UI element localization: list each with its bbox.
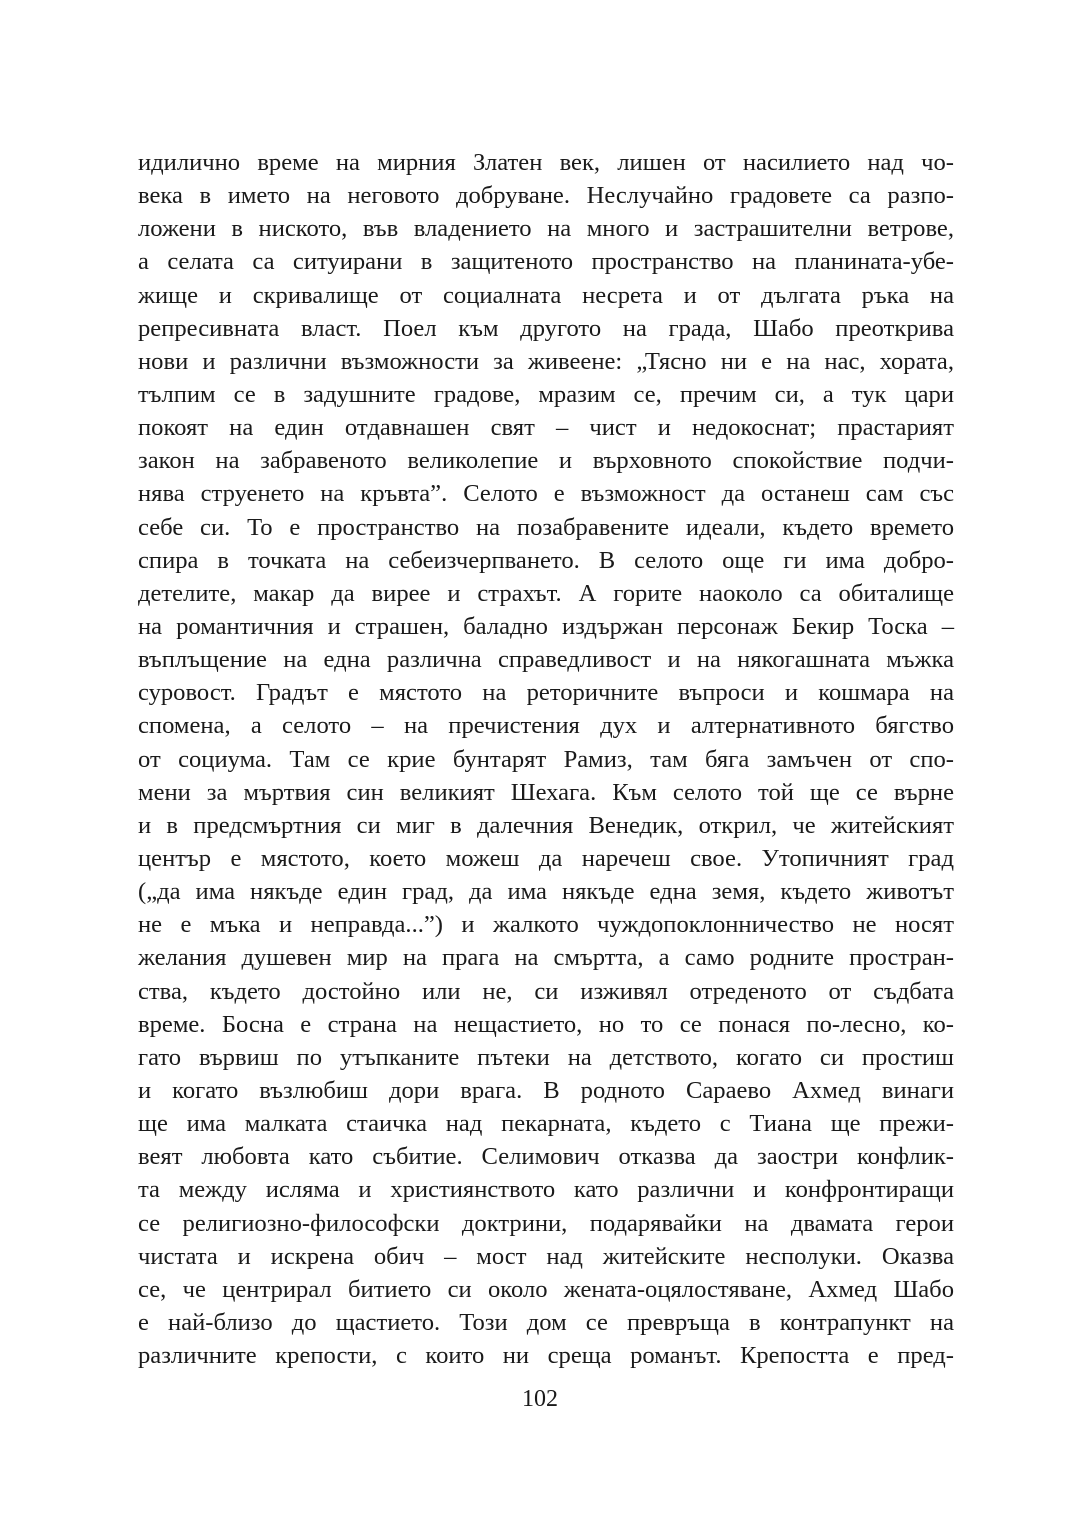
text-line: ще има малката стаичка над пекарната, където с Тиана ще прежи- xyxy=(138,1110,954,1138)
text-line: репресивната власт. Поел към другото на града, Шабо преоткрива xyxy=(138,314,954,342)
text-line: не е мъка и неправда...”) и жалкото чуждопоклонничество не носят xyxy=(138,911,954,939)
text-line: нява струенето на кръвта”. Селото е възможност да останеш сам със xyxy=(138,480,954,508)
text-line: и в предсмъртния си миг в далечния Венедик, открил, че житейският xyxy=(138,811,954,839)
text-line: тълпим се в задушните градове, мразим се, пречим си, а тук цари xyxy=(138,380,954,408)
text-line: суровост. Градът е мястото на реторичните въпроси и кошмара на xyxy=(138,679,954,707)
text-line: и когато възлюбиш дори врага. В родното Сараево Ахмед винаги xyxy=(138,1076,954,1104)
text-line: та между исляма и християнството като различни и конфронтиращи xyxy=(138,1176,954,1204)
text-line: („да има някъде един град, да има някъде една земя, където животът xyxy=(138,878,954,906)
text-line: се, че центрирал битието си около жената-оцялостяване, Ахмед Шабо xyxy=(138,1275,954,1303)
text-line: спомена, а селото – на пречистения дух и алтернативното бягство xyxy=(138,712,954,740)
text-line: себе си. То е пространство на позабравените идеали, където времето xyxy=(138,513,954,541)
text-line: покоят на един отдавнашен свят – чист и недокоснат; прастарият xyxy=(138,414,954,442)
text-line: е най-близо до щастието. Този дом се превръща в контрапункт на xyxy=(138,1308,954,1336)
text-line: се религиозно-философски доктрини, подарявайки на двамата герои xyxy=(138,1209,954,1237)
text-line: желания душевен мир на прага на смъртта, а само родните простран- xyxy=(138,944,954,972)
text-line: гато вървиш по утъпканите пътеки на детството, когато си простиш xyxy=(138,1043,954,1071)
page-number: 102 xyxy=(522,1386,558,1412)
text-line: ства, където достойно или не, си изживял отреденото от съдбата xyxy=(138,977,954,1005)
text-line: чистата и искрена обич – мост над житейските несполуки. Оказва xyxy=(138,1242,954,1270)
text-line: ложени в ниското, във владението на много и застрашителни ветрове, xyxy=(138,215,954,243)
text-line: спира в точката на себеизчерпването. В селото още ги има добро- xyxy=(138,546,954,574)
text-line: време. Босна е страна на нещастието, но то се понася по-лесно, ко- xyxy=(138,1010,954,1038)
text-line: въплъщение на една различна справедливост и на някогашната мъжка xyxy=(138,646,954,674)
text-line: от социума. Там се крие бунтарят Рамиз, там бяга замъчен от спо- xyxy=(138,745,954,773)
text-line: различните крепости, с които ни среща романът. Крепостта е пред- xyxy=(138,1342,954,1370)
text-line: века в името на неговото добруване. Неслучайно градовете са разпо- xyxy=(138,182,954,210)
text-line: жище и скривалище от социалната несрета и от дългата ръка на xyxy=(138,281,954,309)
text-line: център е мястото, което можеш да наречеш свое. Утопичният град xyxy=(138,844,954,872)
text-line: а селата са ситуирани в защитеното пространство на планината-убе- xyxy=(138,248,954,276)
text-line: детелите, макар да вирее и страхът. А горите наоколо са обиталище xyxy=(138,579,954,607)
text-line: нови и различни възможности за живеене: „Тясно ни е на нас, хората, xyxy=(138,347,954,375)
body-text xyxy=(138,146,954,1372)
text-line: идилично време на мирния Златен век, лишен от насилието над чо- xyxy=(138,149,954,176)
text-line: закон на забравеното великолепие и върховното спокойствие подчи- xyxy=(138,447,954,475)
text-line: на романтичния и страшен, баладно издържан персонаж Бекир Тоска – xyxy=(138,612,954,640)
text-line: веят любовта като събитие. Селимович отказва да заостри конфлик- xyxy=(138,1143,954,1171)
text-line: мени за мъртвия син великият Шехага. Към селото той ще се върне xyxy=(138,778,954,806)
